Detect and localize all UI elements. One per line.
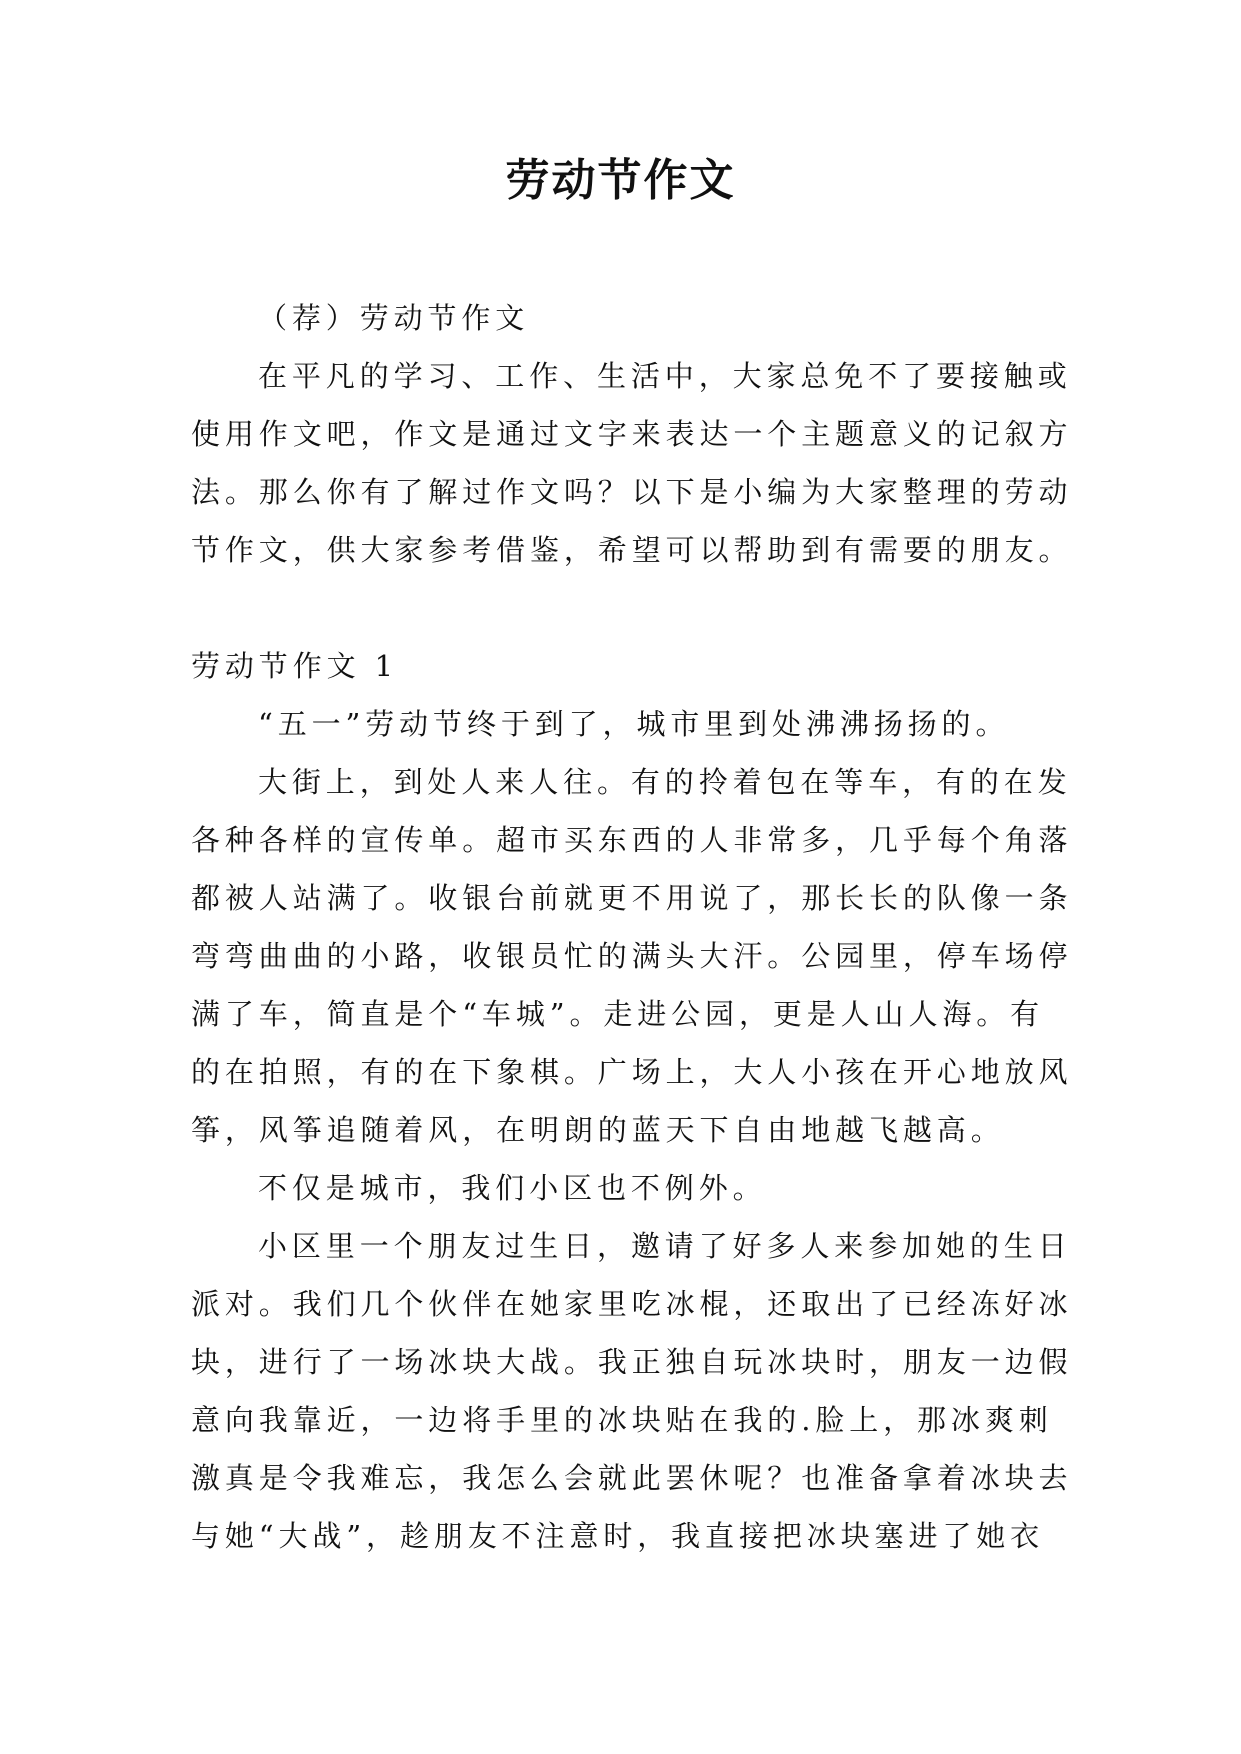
essay-line: 弯弯曲曲的小路，收银员忙的满头大汗。公园里，停车场停 (191, 939, 1073, 973)
essay-line: 派对。我们几个伙伴在她家里吃冰棍，还取出了已经冻好冰 (191, 1287, 1073, 1321)
subtitle: （荐）劳动节作文 (258, 301, 530, 335)
essay-line: 块，进行了一场冰块大战。我正独自玩冰块时，朋友一边假 (191, 1345, 1073, 1379)
intro-line: 法。那么你有了解过作文吗？以下是小编为大家整理的劳动 (191, 475, 1073, 509)
blank-line (191, 579, 1061, 637)
essay-line: 激真是令我难忘，我怎么会就此罢休呢？也准备拿着冰块去 (191, 1461, 1073, 1495)
essay-line: 与她“大战”，趁朋友不注意时，我直接把冰块塞进了她衣 (191, 1519, 1045, 1553)
essay-line: 筝，风筝追随着风，在明朗的蓝天下自由地越飞越高。 (191, 1113, 1005, 1147)
essay-line: 大街上，到处人来人往。有的拎着包在等车，有的在发 (258, 765, 1072, 799)
essay-line: 不仅是城市，我们小区也不例外。 (258, 1171, 767, 1205)
essay-line: 意向我靠近，一边将手里的冰块贴在我的.脸上，那冰爽刺 (191, 1403, 1053, 1437)
essay-line: “五一”劳动节终于到了，城市里到处沸沸扬扬的。 (258, 707, 1010, 741)
essay-line: 满了车，简直是个“车城”。走进公园，更是人山人海。有 (191, 997, 1045, 1031)
essay-line: 小区里一个朋友过生日，邀请了好多人来参加她的生日 (258, 1229, 1072, 1263)
essay-line: 各种各样的宣传单。超市买东西的人非常多，几乎每个角落 (191, 823, 1073, 857)
intro-line: 使用作文吧，作文是通过文字来表达一个主题意义的记叙方 (191, 417, 1073, 451)
essay-line: 都被人站满了。收银台前就更不用说了，那长长的队像一条 (191, 881, 1073, 915)
intro-line: 节作文，供大家参考借鉴，希望可以帮助到有需要的朋友。 (191, 533, 1073, 567)
intro-line: 在平凡的学习、工作、生活中，大家总免不了要接触或 (258, 359, 1072, 393)
document-body (191, 289, 1073, 1565)
essay-line: 的在拍照，有的在下象棋。广场上，大人小孩在开心地放风 (191, 1055, 1073, 1089)
section-heading: 劳动节作文 1 (191, 649, 398, 683)
document-title: 劳动节作文 (505, 155, 736, 206)
